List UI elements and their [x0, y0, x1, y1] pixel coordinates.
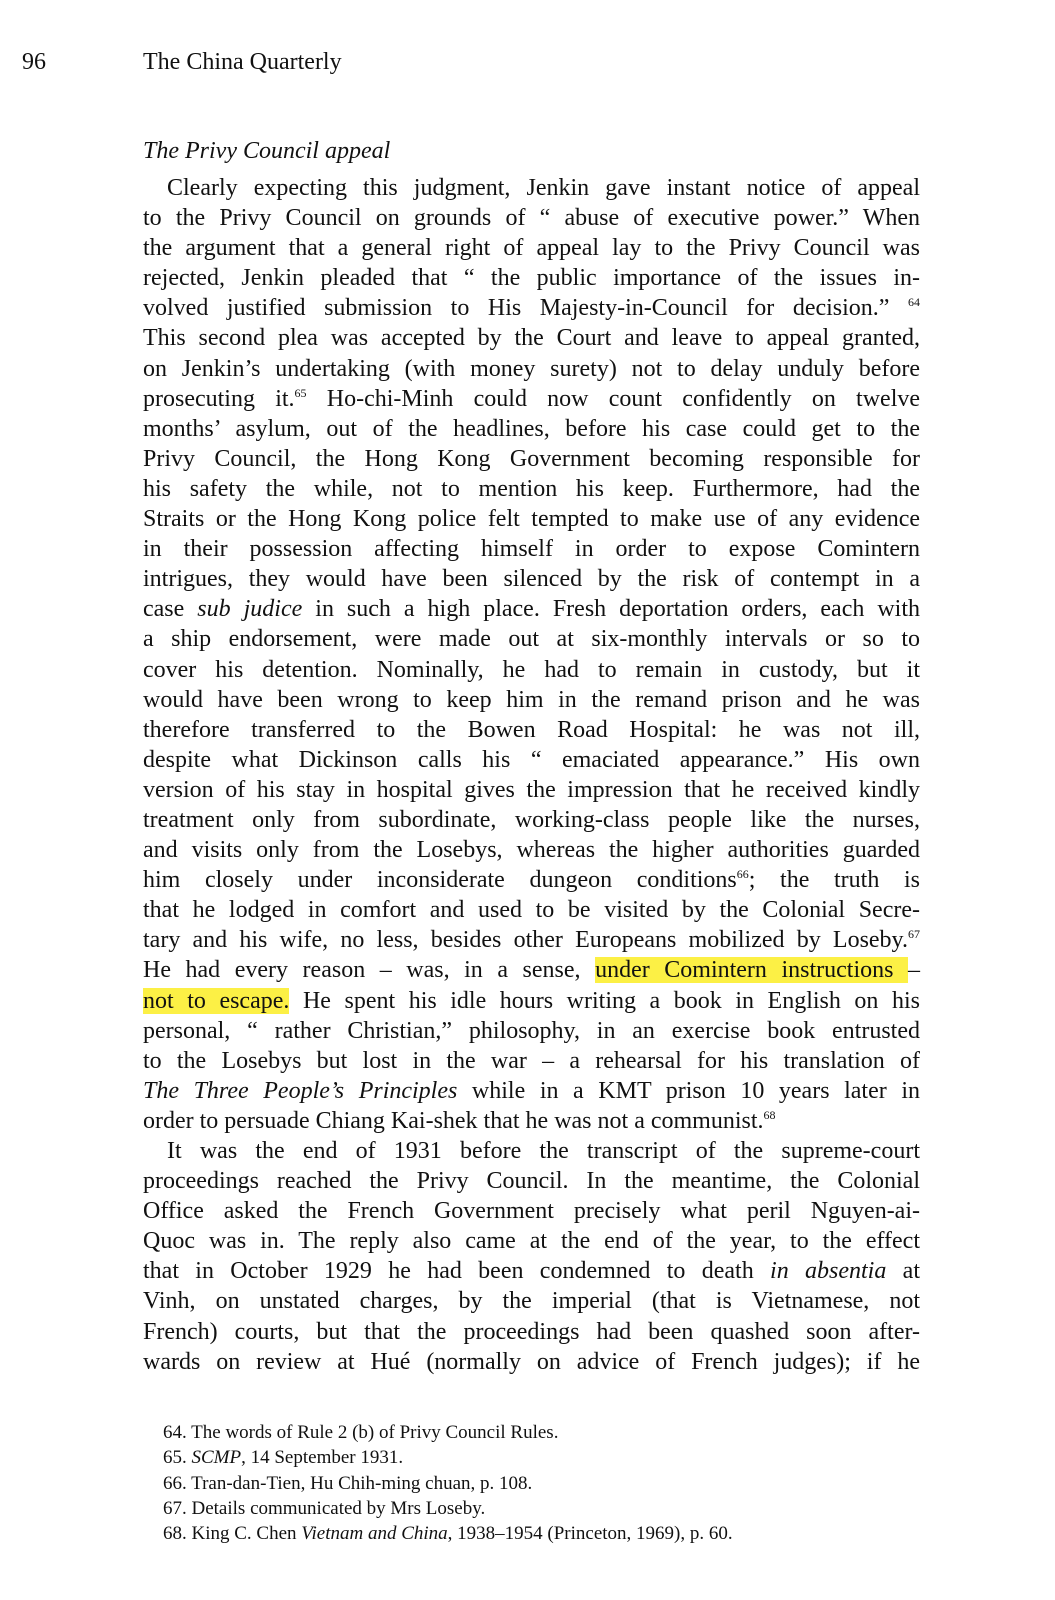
text-line: cover his detention. Nominally, he had to remain in custody, but it: [143, 656, 920, 683]
highlighted-text[interactable]: under Comintern instructions: [595, 957, 909, 984]
text-line: French) courts, but that the proceedings had been quashed soon after-: [143, 1318, 920, 1345]
footnote-text: 68. King C. Chen: [163, 1523, 302, 1545]
text-line: [143, 384, 920, 414]
text-line: and visits only from the Losebys, whereas the higher authorities guarded: [143, 837, 920, 864]
text-line: Office asked the French Government precisely what peril Nguyen-ai-: [143, 1198, 920, 1225]
line-text: in such a high place. Fresh deportation orders, each with: [302, 596, 921, 623]
text-line: Straits or the Hong Kong police felt tempted to make use of any evidence: [143, 506, 920, 533]
text-line: to the Privy Council on grounds of “ abuse of executive power.” When: [143, 205, 920, 232]
text-line: [143, 955, 920, 985]
line-text: order to persuade Chiang Kai-shek that he was not a communist.: [143, 1107, 764, 1134]
footnote-text: , 14 September 1931.: [241, 1447, 404, 1469]
text-line: therefore transferred to the Bowen Road Hospital: he was not ill,: [143, 716, 920, 743]
footnote-ref: 64: [908, 295, 921, 310]
text-line: Vinh, on unstated charges, by the imperial (that is Vietnamese, not: [143, 1288, 920, 1315]
text-line: months’ asylum, out of the headlines, before his case could get to the: [143, 415, 920, 442]
line-text: prosecuting it.: [143, 385, 295, 412]
text-line: in their possession affecting himself in order to expose Comintern: [143, 536, 920, 563]
text-line: [143, 1256, 920, 1286]
line-text: case: [143, 596, 198, 623]
footnote-text: , 1938–1954 (Princeton, 1969), p. 60.: [447, 1523, 733, 1545]
text-line: intrigues, they would have been silenced by the risk of contempt in a: [143, 566, 920, 593]
line-text: He spent his idle hours writing a book in English on his: [289, 987, 920, 1014]
text-line: on Jenkin’s undertaking (with money surety) not to delay unduly before: [143, 355, 920, 382]
footnote: [163, 1521, 923, 1546]
text-line: that he lodged in comfort and used to be visited by the Colonial Secre-: [143, 897, 920, 924]
italic-phrase: SCMP: [191, 1447, 242, 1469]
italic-phrase: The Three People’s Principles: [143, 1077, 458, 1104]
line-text: –: [908, 957, 921, 984]
text-line: proceedings reached the Privy Council. In the meantime, the Colonial: [143, 1168, 920, 1195]
text-line: [143, 986, 920, 1016]
text-line: Privy Council, the Hong Kong Government becoming responsible for: [143, 445, 920, 472]
line-text: that in October 1929 he had been condemned to death: [143, 1258, 771, 1285]
line-text: at: [886, 1258, 920, 1285]
italic-phrase: in absentia: [770, 1258, 887, 1285]
footnotes: [163, 1420, 923, 1546]
line-text: tary and his wife, no less, besides other Europeans mobilized by Loseby.: [143, 927, 908, 954]
text-line: [143, 1076, 920, 1106]
line-text: volved justified submission to His Majesty-in-Council for decision.”: [143, 295, 890, 322]
footnote-ref: 68: [763, 1107, 776, 1122]
line-text: Ho-chi-Minh could now count confidently on twelve: [306, 385, 921, 412]
footnote: 67. Details communicated by Mrs Loseby.: [163, 1497, 486, 1519]
line-text: ; the truth is: [748, 867, 920, 894]
text-line: personal, “ rather Christian,” philosophy, in an exercise book entrusted: [143, 1017, 920, 1044]
body-text: [143, 173, 920, 1377]
text-line: [143, 293, 920, 323]
text-line: wards on review at Hué (normally on advice of French judges); if he: [143, 1348, 920, 1375]
section-heading: The Privy Council appeal: [143, 138, 391, 164]
text-line: rejected, Jenkin pleaded that “ the public importance of the issues in-: [143, 265, 920, 292]
text-line: a ship endorsement, were made out at six-monthly intervals or so to: [143, 626, 920, 653]
text-line: Quoc was in. The reply also came at the end of the year, to the effect: [143, 1228, 920, 1255]
text-line: [143, 865, 920, 895]
italic-phrase: Vietnam and China: [301, 1523, 448, 1545]
text-line: [143, 594, 920, 624]
line-text: him closely under inconsiderate dungeon conditions: [143, 867, 737, 894]
text-line: [143, 1106, 920, 1136]
line-text: He had every reason – was, in a sense,: [143, 957, 596, 984]
journal-title: The China Quarterly: [143, 49, 342, 75]
text-line: his safety the while, not to mention his keep. Furthermore, had the: [143, 475, 920, 502]
footnote-ref: 65: [294, 385, 307, 400]
footnote: 66. Tran-dan-Tien, Hu Chih-ming chuan, p. 108.: [163, 1472, 533, 1494]
text-line: This second plea was accepted by the Court and leave to appeal granted,: [143, 325, 920, 352]
footnote-text: 65.: [163, 1447, 192, 1469]
text-line: Clearly expecting this judgment, Jenkin gave instant notice of appeal: [167, 175, 920, 201]
text-line: would have been wrong to keep him in the remand prison and he was: [143, 686, 920, 713]
text-line: the argument that a general right of appeal lay to the Privy Council was: [143, 235, 920, 262]
italic-phrase: sub judice: [197, 596, 303, 623]
highlighted-text[interactable]: not to escape.: [143, 987, 290, 1014]
text-line: It was the end of 1931 before the transcript of the supreme-court: [167, 1138, 920, 1164]
text-line: despite what Dickinson calls his “ emaciated appearance.” His own: [143, 746, 920, 773]
line-text: while in a KMT prison 10 years later in: [457, 1077, 920, 1104]
footnote-ref: 67: [908, 927, 920, 942]
page-number: 96: [22, 49, 46, 75]
footnote-ref: 66: [736, 867, 749, 882]
footnote: 64. The words of Rule 2 (b) of Privy Council Rules.: [163, 1422, 559, 1443]
text-line: [143, 925, 920, 955]
text-line: to the Losebys but lost in the war – a rehearsal for his translation of: [143, 1047, 920, 1074]
text-line: version of his stay in hospital gives the impression that he received kindly: [143, 776, 920, 803]
footnote: [163, 1445, 923, 1470]
text-line: treatment only from subordinate, working-class people like the nurses,: [143, 806, 920, 833]
